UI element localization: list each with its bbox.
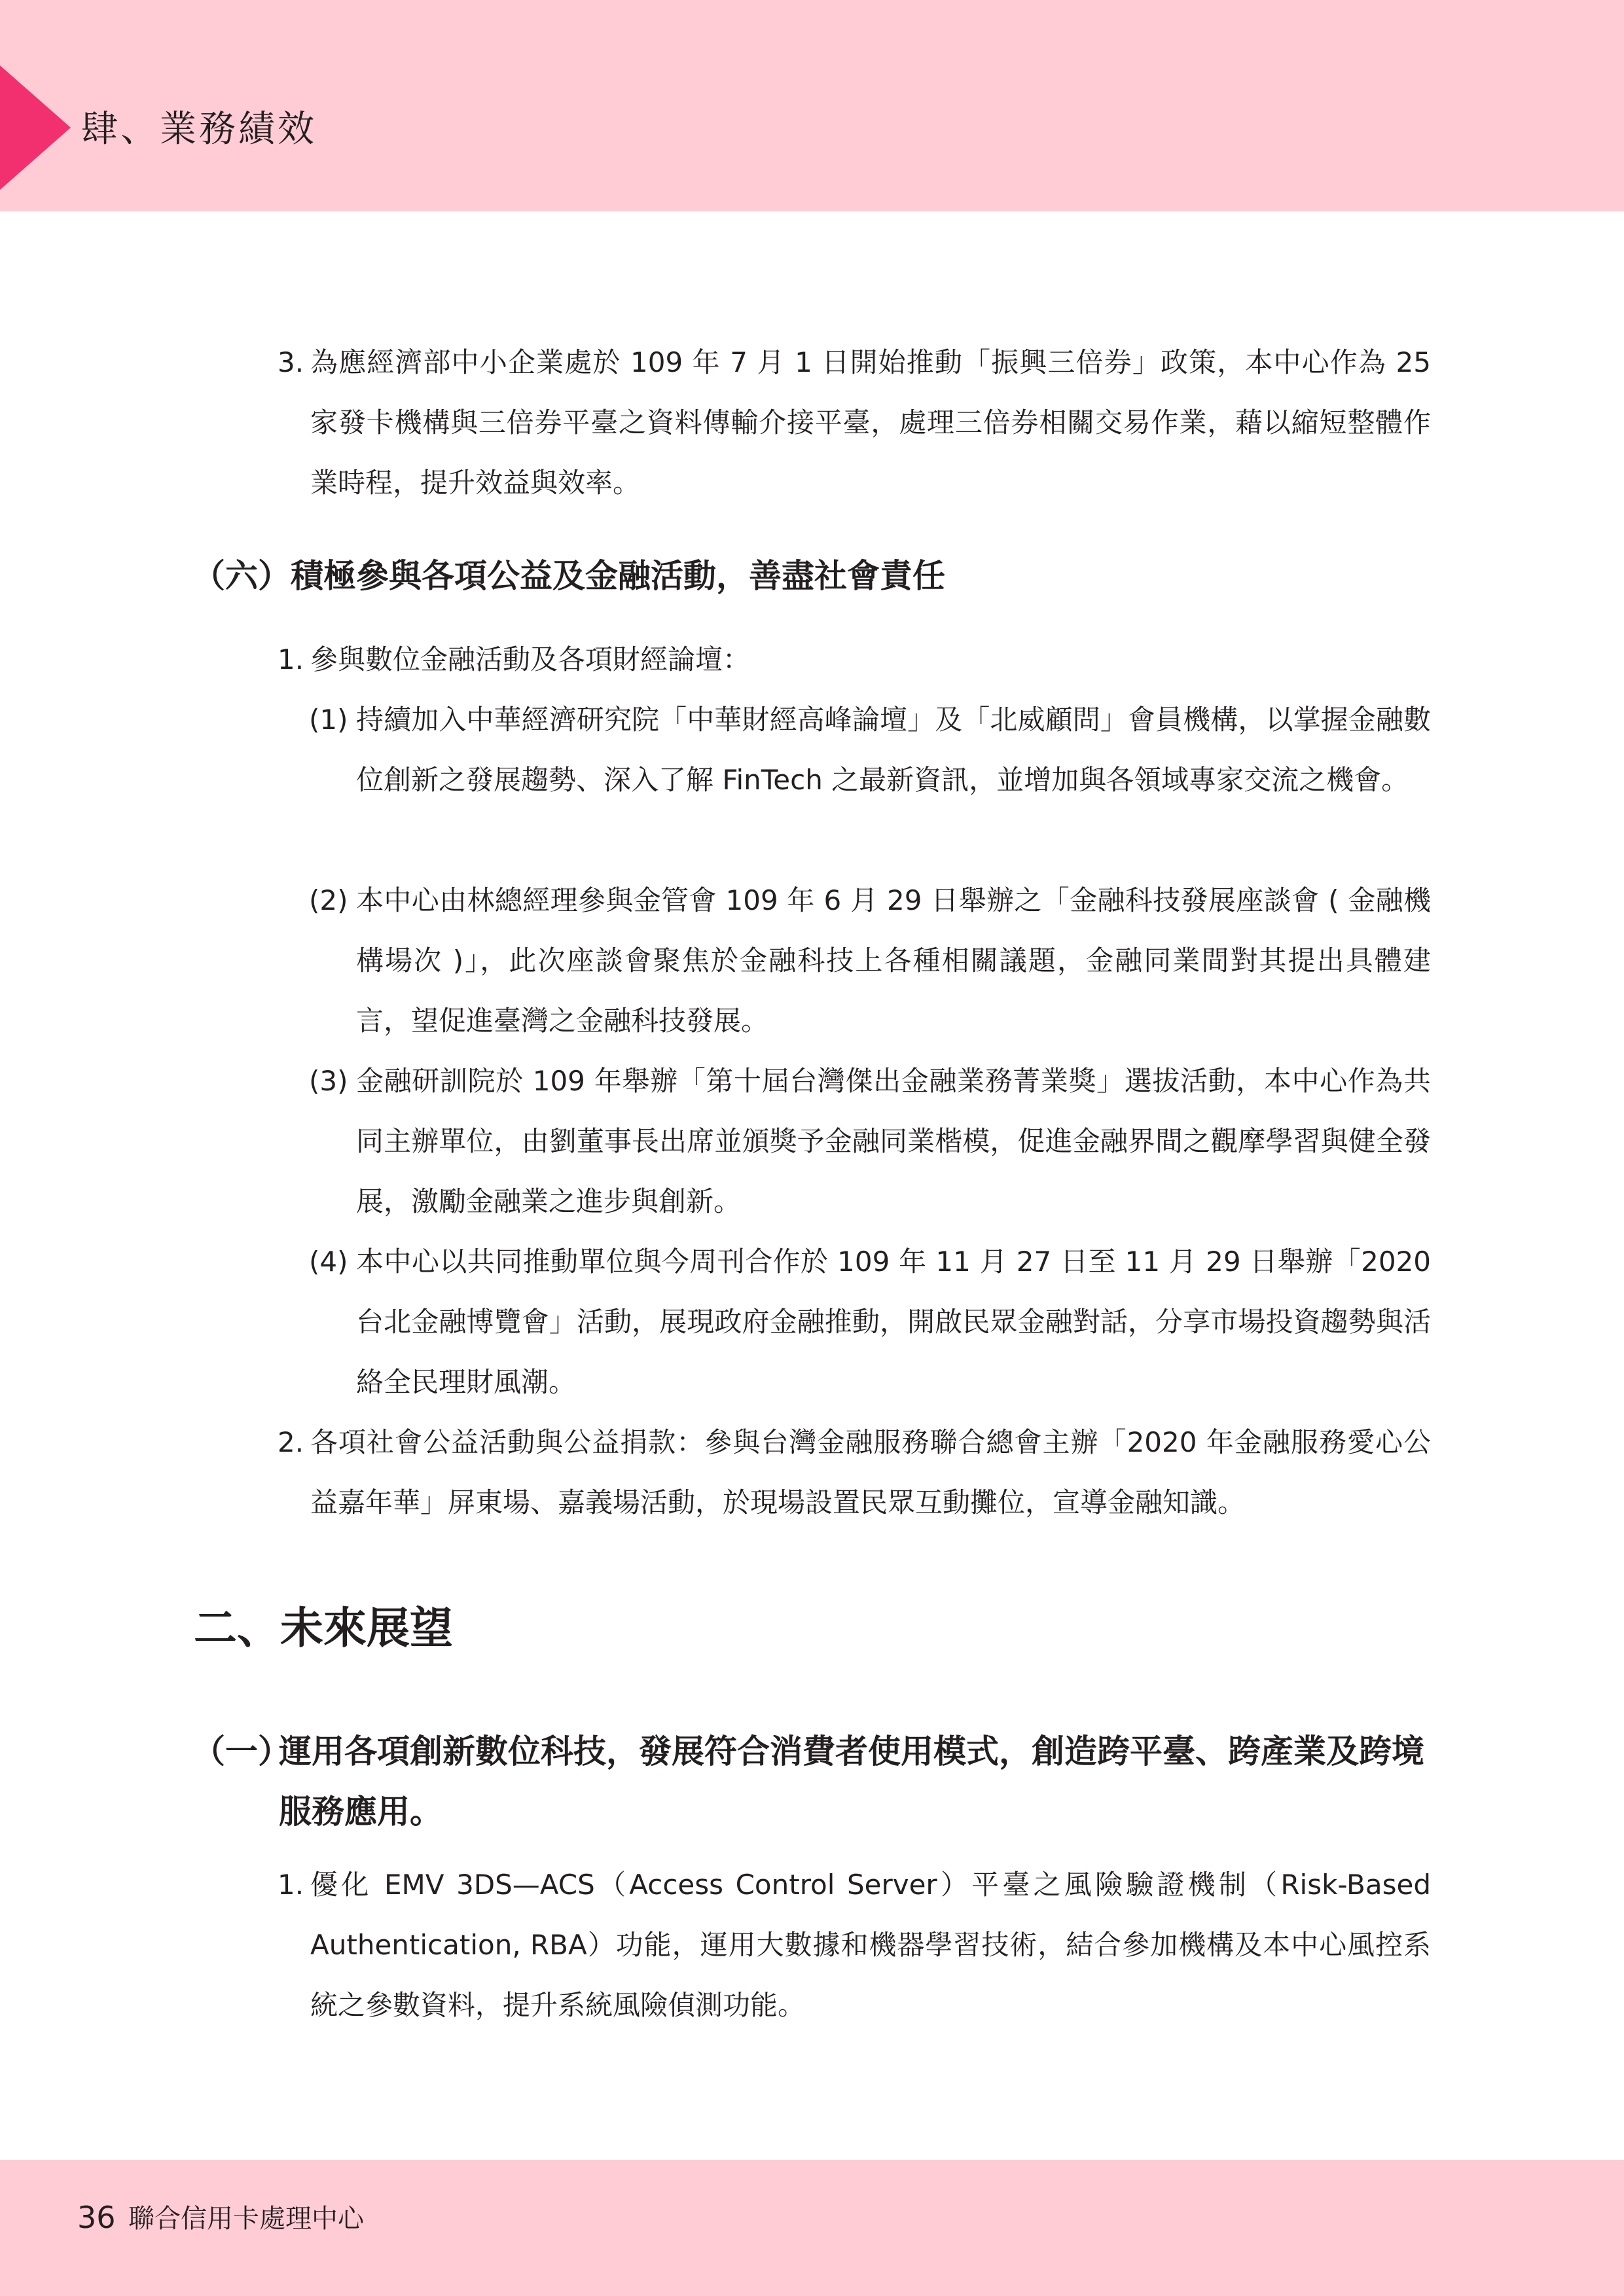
sub-list-item-text: 本中心以共同推動單位與今周刊合作於 109 年 11 月 27 日至 11 月 29 日舉辦「2020 台北金融博覽會」活動，展現政府金融推動，開啟民眾金融對話，分享市場投資趨勢與活絡全民理財風潮。 <box>356 1246 1431 1398</box>
chapter-title: 肆、業務績效 <box>81 108 317 151</box>
sub-list-item-label: (4) <box>309 1246 348 1278</box>
list-item-1 <box>278 630 1431 690</box>
page-number: 36 <box>77 2200 116 2235</box>
subsection-heading-6 <box>192 546 1431 606</box>
subsection-label: （六） <box>192 557 291 595</box>
sub-list-item-text: 本中心由林總經理參與金管會 109 年 6 月 29 日舉辦之「金融科技發展座談會 ( 金融機構場次 )」，此次座談會聚焦於金融科技上各種相關議題，金融同業間對其提出具體建言，望促進臺灣之金融科技發展。 <box>356 884 1431 1037</box>
list-item-label: 1. <box>278 1869 304 1901</box>
organization-name: 聯合信用卡處理中心 <box>128 2204 364 2234</box>
list-item-1-future <box>278 1855 1431 2036</box>
sub-list-item-text: 持續加入中華經濟研究院「中華財經高峰論壇」及「北威顧問」會員機構，以掌握金融數位創新之發展趨勢、深入了解 FinTech 之最新資訊，並增加與各領域專家交流之機會。 <box>356 704 1431 796</box>
sub-list-item-label: (2) <box>309 884 348 916</box>
list-item-2 <box>278 1412 1431 1533</box>
sub-list-item-label: (3) <box>309 1065 348 1097</box>
header-arrow-icon <box>0 65 71 190</box>
section-heading: 二、未來展望 <box>194 1603 453 1653</box>
sub-list-item-4 <box>309 1232 1431 1412</box>
subsection-label: （一） <box>192 1732 291 1770</box>
list-item-text: 為應經濟部中小企業處於 109 年 7 月 1 日開始推動「振興三倍券」政策，本中心作為 25 家發卡機構與三倍券平臺之資料傳輸介接平臺，處理三倍券相關交易作業，藉以縮短整體作業時程，提升效益與效率。 <box>310 346 1431 499</box>
list-item-label: 2. <box>278 1426 304 1458</box>
list-item-text: 優化 EMV 3DS—ACS（Access Control Server）平臺之風險驗證機制（Risk-Based Authentication, RBA）功能，運用大數據和機器學習技術，結合參加機構及本中心風控系統之參數資料，提升系統風險偵測功能。 <box>310 1869 1431 2021</box>
list-item-label: 1. <box>278 643 304 675</box>
list-item-text: 參與數位金融活動及各項財經論壇： <box>310 643 751 675</box>
sub-list-item-text: 金融研訓院於 109 年舉辦「第十屆台灣傑出金融業務菁業獎」選拔活動，本中心作為共同主辦單位，由劉董事長出席並頒獎予金融同業楷模，促進金融界間之觀摩學習與健全發展，激勵金融業之進步與創新。 <box>356 1065 1431 1217</box>
subsection-title: 積極參與各項公益及金融活動，善盡社會責任 <box>291 557 945 595</box>
sub-list-item-1 <box>309 690 1431 810</box>
list-item-3 <box>278 332 1431 513</box>
list-item-label: 3. <box>278 346 304 378</box>
sub-list-item-3 <box>309 1051 1431 1232</box>
sub-list-item-2 <box>309 870 1431 1051</box>
subsection-heading-1 <box>192 1721 1431 1842</box>
subsection-title: 運用各項創新數位科技，發展符合消費者使用模式，創造跨平臺、跨產業及跨境服務應用。 <box>279 1732 1424 1831</box>
list-item-text: 各項社會公益活動與公益捐款：參與台灣金融服務聯合總會主辦「2020 年金融服務愛心公益嘉年華」屏東場、嘉義場活動，於現場設置民眾互動攤位，宣導金融知識。 <box>310 1426 1431 1518</box>
sub-list-item-label: (1) <box>309 704 348 736</box>
